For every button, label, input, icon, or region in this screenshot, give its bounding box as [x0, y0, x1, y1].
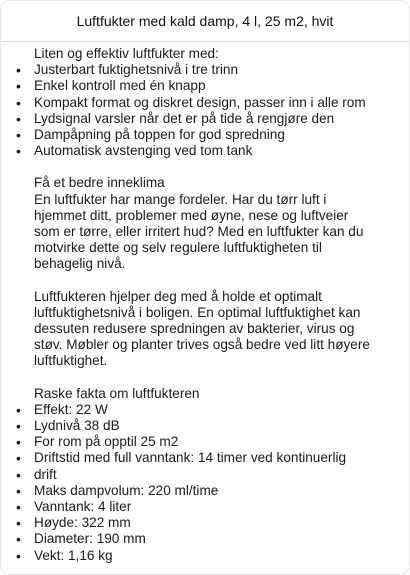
- page-title-text: Luftfukter med kald damp, 4 l, 25 m2, hvit: [76, 13, 334, 29]
- description-body: [1, 42, 409, 564]
- features-list: [15, 62, 389, 159]
- paragraph-line: Luftfukteren hjelper deg med å holde et optimalt: [34, 288, 322, 304]
- paragraph-line: støv. Møbler og planter trives også bedre ved litt høyere: [34, 337, 370, 353]
- list-item: • Høyde: 322 mm: [15, 515, 389, 531]
- facts-list: [15, 402, 389, 564]
- features-intro: Liten og effektiv luftfukter med:: [34, 46, 219, 61]
- list-item: • Lydnivå 38 dB: [15, 418, 389, 434]
- facts-intro: Raske fakta om luftfukteren: [34, 385, 200, 401]
- climate-heading: Få et bedre inneklima: [34, 175, 165, 191]
- climate-paragraph: [15, 192, 389, 273]
- list-item: • Maks dampvolum: 220 ml/time: [15, 483, 389, 499]
- paragraph-line: motvirke dette og selv regulere luftfuktigheten til: [34, 240, 322, 256]
- list-item: • Justerbart fuktighetsnivå i tre trinn: [15, 62, 389, 78]
- page-title: [1, 1, 409, 42]
- paragraph-line: En luftfukter har mange fordeler. Har du tørr luft i: [34, 191, 327, 207]
- benefits-paragraph: [15, 289, 389, 370]
- list-item: • Effekt: 22 W: [15, 402, 389, 418]
- paragraph-line: hjemmet ditt, problemer med øyne, nese og luftveier: [34, 207, 349, 223]
- list-item: • Diameter: 190 mm: [15, 531, 389, 547]
- list-item: • Vekt: 1,16 kg: [15, 548, 389, 564]
- paragraph-line: behagelig nivå.: [34, 256, 126, 272]
- paragraph-line: dessuten redusere spredningen av bakterier, virus og: [34, 321, 355, 337]
- list-item: • Automatisk avstenging ved tom tank: [15, 143, 389, 159]
- paragraph-line: luftfuktighetsnivå i boligen. En optimal luftfuktighet kan: [34, 304, 361, 320]
- list-item: • Vanntank: 4 liter: [15, 499, 389, 515]
- list-item: • Enkel kontroll med én knapp: [15, 78, 389, 94]
- list-item: • Kompakt format og diskret design, passer inn i alle rom: [15, 95, 389, 111]
- list-item: • drift: [15, 467, 389, 483]
- paragraph-line: luftfuktighet.: [34, 353, 108, 369]
- list-item: • Dampåpning på toppen for god spredning: [15, 127, 389, 143]
- list-item: • Driftstid med full vanntank: 14 timer ved kontinuerlig: [15, 450, 389, 466]
- list-item: • Lydsignal varsler når det er på tide å rengjøre den: [15, 111, 389, 127]
- paragraph-line: som er tørre, eller irritert hud? Med en luftfukter kan du: [34, 224, 364, 240]
- list-item: • For rom på opptil 25 m2: [15, 434, 389, 450]
